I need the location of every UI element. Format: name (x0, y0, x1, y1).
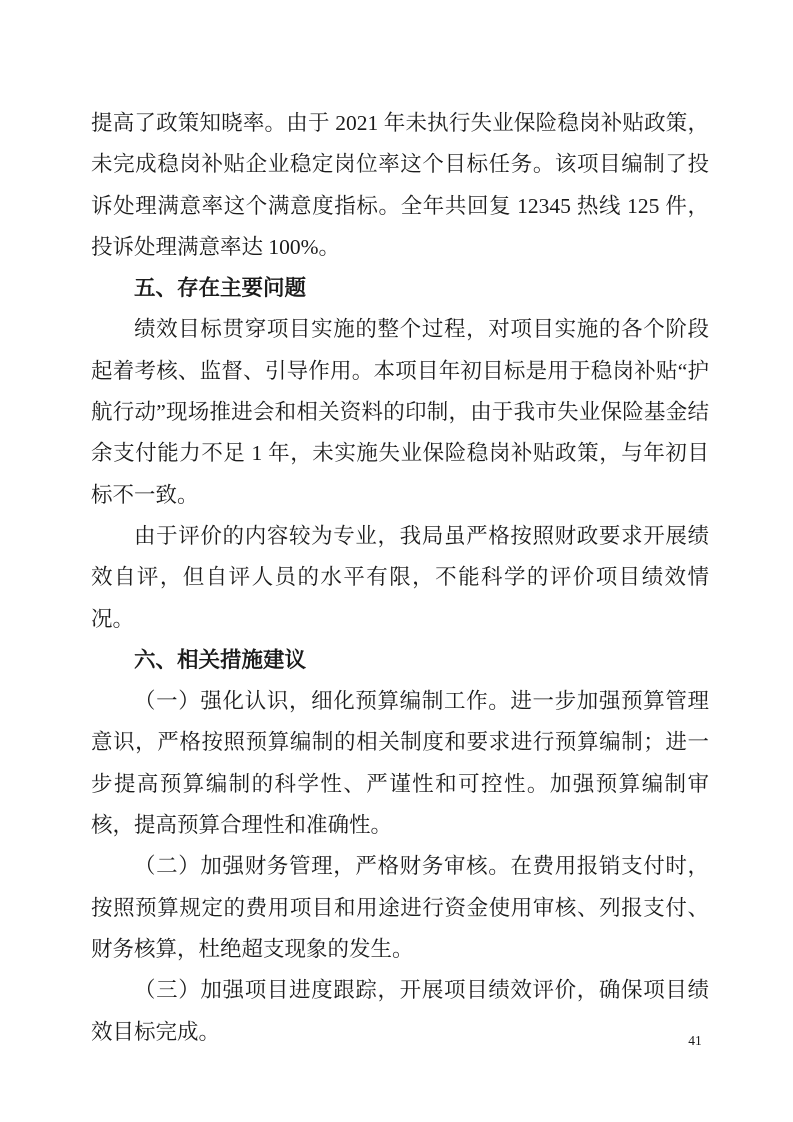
paragraph-measure-1-budget-preparation: （一）强化认识，细化预算编制工作。进一步加强预算管理意识，严格按照预算编制的相关制度和要求进行预算编制；进一步提高预算编制的科学性、严谨性和可控性。加强预算编制审核，提高预算合理性和准确性。 (91, 689, 709, 838)
section-heading-suggested-measures: 六、相关措施建议 (134, 647, 307, 672)
paragraph-measure-2-financial-management: （二）加强财务管理，严格财务审核。在费用报销支付时，按照预算规定的费用项目和用途进行资金使用审核、列报支付、财务核算，杜绝超支现象的发生。 (91, 854, 709, 961)
paragraph-measure-3-progress-tracking: （三）加强项目进度跟踪，开展项目绩效评价，确保项目绩效目标完成。 (91, 978, 709, 1044)
page-number: 41 (688, 1033, 702, 1048)
paragraph-performance-goals: 绩效目标贯穿项目实施的整个过程，对项目实施的各个阶段起着考核、监督、引导作用。本项目年初目标是用于稳岗补贴“护航行动”现场推进会和相关资料的印制，由于我市失业保险基金结余支付能力不足 1 年，未实施失业保险稳岗补贴政策，与年初目标不一致。 (91, 317, 709, 507)
paragraph-policy-awareness-continuation: 提高了政策知晓率。由于 2021 年未执行失业保险稳岗补贴政策，未完成稳岗补贴企业稳定岗位率这个目标任务。该项目编制了投诉处理满意率这个满意度指标。全年共回复 12345 热线 125 件，投诉处理满意率达 100%。 (91, 111, 709, 259)
document-body (91, 103, 709, 1053)
section-heading-main-problems: 五、存在主要问题 (134, 276, 307, 301)
paragraph-self-evaluation-limits: 由于评价的内容较为专业，我局虽严格按照财政要求开展绩效自评，但自评人员的水平有限，不能科学的评价项目绩效情况。 (91, 523, 709, 631)
